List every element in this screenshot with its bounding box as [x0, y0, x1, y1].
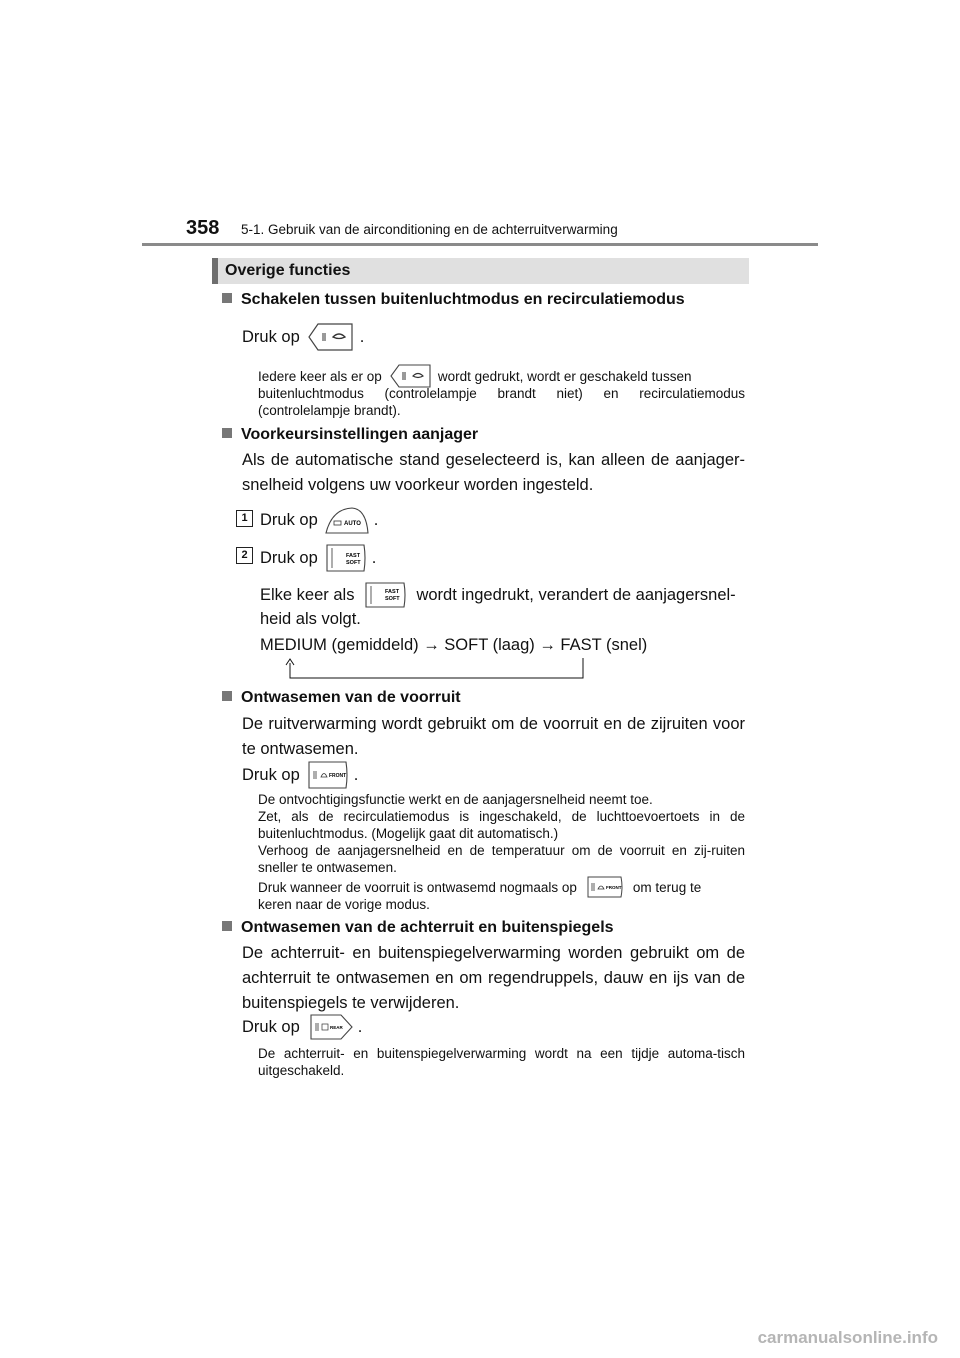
fan-intro: Als de automatische stand geselecteerd is, kan alleen de aanjager-snelheid volgens uw voorkeur worden ingesteld. — [242, 451, 745, 494]
svg-text:FRONT: FRONT — [605, 885, 622, 890]
svg-text:SOFT: SOFT — [385, 596, 401, 602]
fan-each-line: Elke keer als FAST SOFT wordt ingedrukt, verandert de aanjagersnel- — [260, 580, 745, 610]
step-number-1: 1 — [236, 510, 253, 527]
svg-text:FRONT: FRONT — [328, 773, 347, 779]
bullet-square-icon — [222, 691, 232, 701]
front-press-line: Druk op FRONT . — [242, 759, 358, 791]
auto-button-label: AUTO — [343, 521, 361, 527]
fast-soft-button-icon — [362, 580, 408, 610]
rear-note: De achterruit- en buitenspiegelverwarming wordt na een tijdje automa-tisch uitgeschakeld. — [258, 1046, 745, 1078]
step-number-2: 2 — [236, 547, 253, 564]
fan-each-rest: heid als volgt. — [260, 610, 361, 628]
svg-text:REAR: REAR — [329, 1025, 343, 1030]
auto-button-icon — [324, 505, 370, 535]
front-note-4: Druk wanneer de voorruit is ontwasemd nogmaals op FRONT om terug te — [258, 875, 745, 899]
fast-soft-button-icon — [324, 542, 368, 574]
bullet-square-icon — [222, 428, 232, 438]
watermark: carmanualsonline.info — [757, 1328, 938, 1347]
header-rule — [142, 243, 818, 246]
fan-heading: Voorkeursinstellingen aanjager — [222, 426, 478, 444]
front-defroster-button-icon — [585, 875, 625, 899]
rear-heading: Ontwasemen van de achterruit en buitenspiegels — [222, 919, 614, 937]
section-accent — [212, 258, 218, 284]
recirculation-button-icon — [306, 322, 354, 352]
front-note-1: De ontvochtigingsfunctie werkt en de aanjagersnelheid neemt toe. — [258, 792, 653, 807]
fan-cycle: MEDIUM (gemiddeld) → SOFT (laag) → FAST (snel) — [260, 636, 648, 654]
fan-step2: Druk op FAST SOFT . — [260, 542, 376, 574]
chapter-title: 5-1. Gebruik van de airconditioning en de achterruitverwarming — [241, 222, 618, 237]
rear-press-line: Druk op REAR . — [242, 1012, 362, 1042]
recirc-press-line: Druk op . — [242, 322, 364, 352]
bullet-square-icon — [222, 293, 232, 303]
rear-intro: De achterruit- en buitenspiegelverwarming worden gebruikt om de achterruit te ontwasemen en om regendruppels, dauw en ijs van de buitenspiegels te verwijderen. — [242, 944, 745, 1012]
front-note-4-rest: keren naar de vorige modus. — [258, 897, 430, 912]
cycle-return-arrow — [283, 656, 588, 682]
recirc-heading: Schakelen tussen buitenluchtmodus en recirculatiemodus — [222, 291, 685, 309]
front-note-3: Verhoog de aanjagersnelheid en de temperatuur om de voorruit en zij-ruiten sneller te ontwasemen. — [258, 843, 745, 875]
svg-text:SOFT: SOFT — [345, 560, 361, 566]
section-title: Overige functies — [225, 262, 351, 279]
fan-step1: Druk op AUTO . — [260, 505, 378, 535]
rear-defogger-button-icon — [308, 1012, 354, 1042]
front-intro: De ruitverwarming wordt gebruikt om de voorruit en de zijruiten voor te ontwasemen. — [242, 715, 745, 758]
bullet-square-icon — [222, 921, 232, 931]
recirc-note-rest: buitenluchtmodus (controlelampje brandt niet) en recirculatiemodus (controlelampje brandt). — [258, 386, 745, 418]
page-number: 358 — [186, 217, 220, 239]
recirc-note-line1: Iedere keer als er op wordt gedrukt, wordt er geschakeld tussen — [258, 363, 745, 389]
svg-text:FAST: FAST — [385, 589, 400, 595]
front-heading: Ontwasemen van de voorruit — [222, 689, 461, 707]
section-header — [212, 258, 749, 284]
svg-text:FAST: FAST — [345, 553, 360, 559]
front-note-2: Zet, als de recirculatiemodus is ingeschakeld, de luchttoevoertoets in de buitenluchtmodus. (Mogelijk gaat dit automatisch.) — [258, 809, 745, 841]
front-defroster-button-icon — [306, 759, 350, 791]
